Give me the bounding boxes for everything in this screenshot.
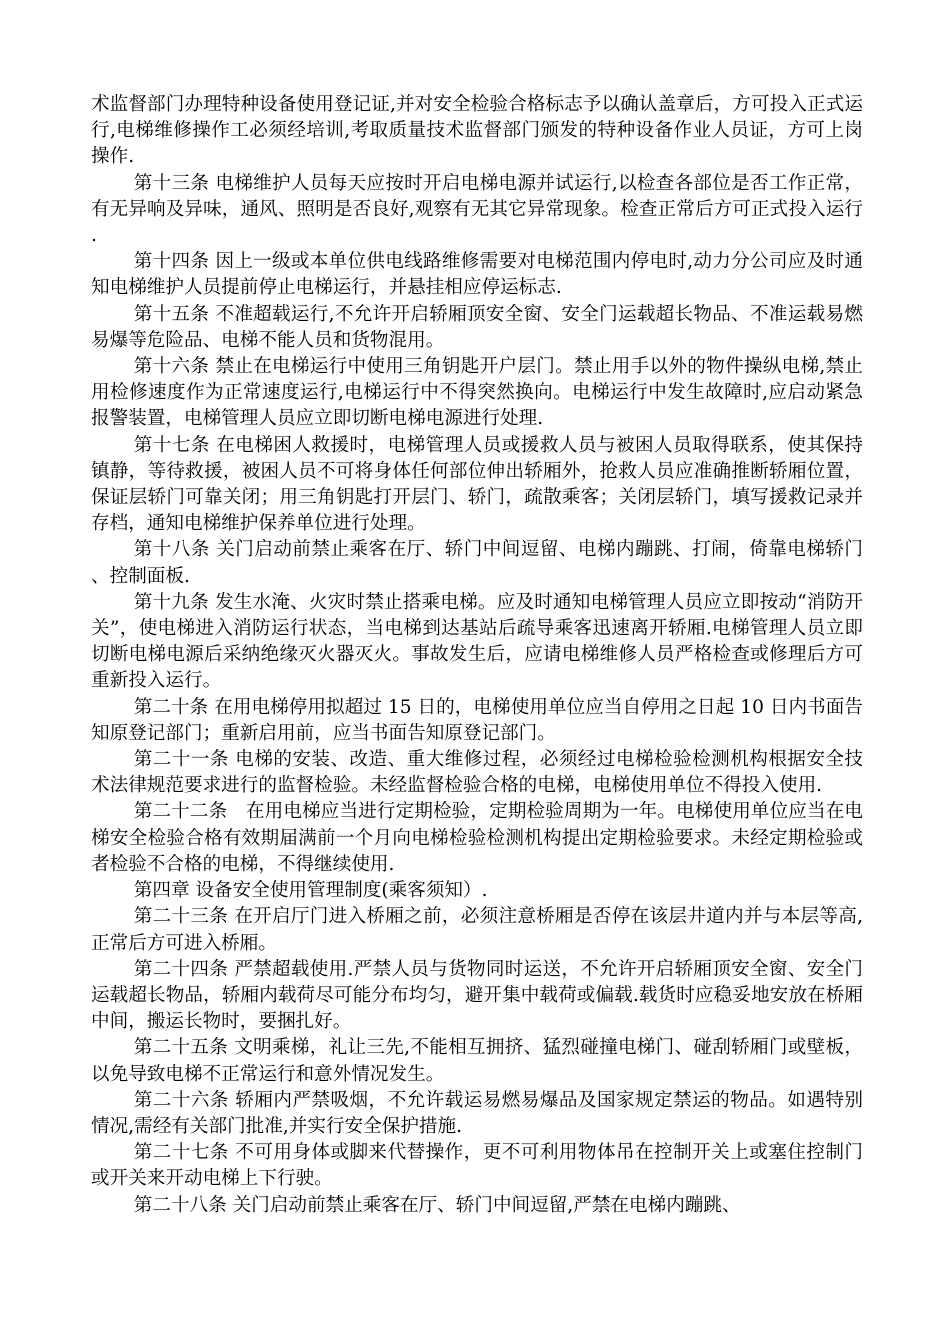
paragraph: 第二十二条 在用电梯应当进行定期检验，定期检验周期为一年。电梯使用单位应当在电梯安全检验合格有效期届满前一个月向电梯检验检测机构提出定期检验要求。未经定期检验或者检验不合格的电梯，不得继续使用. xyxy=(91,801,863,875)
paragraph: 第十七条 在电梯困人救援时，电梯管理人员或援救人员与被困人员取得联系，使其保持镇静，等待救援，被困人员不可将身体任何部位伸出轿厢外，抢救人员应准确推断轿厢位置，保证层轿门可靠关闭；用三角钥匙打开层门、轿门，疏散乘客；关闭层轿门，填写援救记录并存档，通知电梯维护保养单位进行处理。 xyxy=(91,434,863,535)
paragraph: 第十九条 发生水淹、火灾时禁止搭乘电梯。应及时通知电梯管理人员应立即按动“消防开关”，使电梯进入消防运行状态，当电梯到达基站后疏导乘客迅速离开轿厢.电梯管理人员立即切断电梯电源后采纳绝缘灭火器灭火。事故发生后，应请电梯维修人员严格检查或修理后方可重新投入运行。 xyxy=(91,591,863,692)
document-page xyxy=(91,92,863,1219)
paragraph: 第二十八条 关门启动前禁止乘客在厅、轿门中间逗留,严禁在电梯内蹦跳、 xyxy=(133,1194,741,1216)
paragraph: 第十五条 不准超载运行,不允许开启轿厢顶安全窗、安全门运载超长物品、不准运载易燃易爆等危险品、电梯不能人员和货物混用。 xyxy=(91,303,863,351)
paragraph: 第二十一条 电梯的安装、改造、重大维修过程，必须经过电梯检验检测机构根据安全技术法律规范要求进行的监督检验。未经监督检验合格的电梯，电梯使用单位不得投入使用. xyxy=(91,749,863,797)
paragraph: 第二十条 在用电梯停用拟超过 15 日的，电梯使用单位应当自停用之日起 10 日内书面告知原登记部门；重新启用前，应当书面告知原登记部门。 xyxy=(91,696,863,744)
paragraph: 第十八条 关门启动前禁止乘客在厅、轿门中间逗留、电梯内蹦跳、打闹，倚靠电梯轿门、控制面板. xyxy=(91,539,863,587)
paragraph: 第十六条 禁止在电梯运行中使用三角钥匙开户层门。禁止用手以外的物件操纵电梯,禁止用检修速度作为正常速度运行,电梯运行中不得突然换向。电梯运行中发生故障时,应启动紧急报警装置，电梯管理人员应立即切断电梯电源进行处理. xyxy=(91,356,863,430)
paragraph: 术监督部门办理特种设备使用登记证,并对安全检验合格标志予以确认盖章后，方可投入正式运行,电梯维修操作工必须经培训,考取质量技术监督部门颁发的特种设备作业人员证，方可上岗操作. xyxy=(91,94,863,168)
paragraph: 第二十五条 文明乘梯，礼让三先,不能相互拥挤、猛烈碰撞电梯门、碰刮轿厢门或壁板，以免导致电梯不正常运行和意外情况发生。 xyxy=(91,1037,863,1085)
paragraph: 第二十七条 不可用身体或脚来代替操作，更不可利用物体吊在控制开关上或塞住控制门或开关来开动电梯上下行驶。 xyxy=(91,1142,863,1190)
paragraph: 第十四条 因上一级或本单位供电线路维修需要对电梯范围内停电时,动力分公司应及时通知电梯维护人员提前停止电梯运行，并悬挂相应停运标志. xyxy=(91,251,863,299)
paragraph: 第十三条 电梯维护人员每天应按时开启电梯电源并试运行,以检查各部位是否工作正常，有无异响及异味，通风、照明是否良好,观察有无其它异常现象。检查正常后方可正式投入运行. xyxy=(91,172,863,247)
paragraph: 第二十三条 在开启厅门进入桥厢之前，必须注意桥厢是否停在该层井道内并与本层等高,正常后方可进入桥厢。 xyxy=(91,906,863,954)
paragraph: 第二十六条 轿厢内严禁吸烟，不允许载运易燃易爆品及国家规定禁运的物品。如遇特别情况,需经有关部门批准,并实行安全保护措施. xyxy=(91,1089,863,1137)
paragraph: 第四章 设备安全使用管理制度(乘客须知）. xyxy=(133,880,488,902)
paragraph: 第二十四条 严禁超载使用.严禁人员与货物同时运送，不允许开启轿厢顶安全窗、安全门运载超长物品，轿厢内载荷尽可能分布均匀，避开集中载荷或偏载.载货时应稳妥地安放在桥厢中间，搬运长物时，要捆扎好。 xyxy=(91,958,863,1033)
